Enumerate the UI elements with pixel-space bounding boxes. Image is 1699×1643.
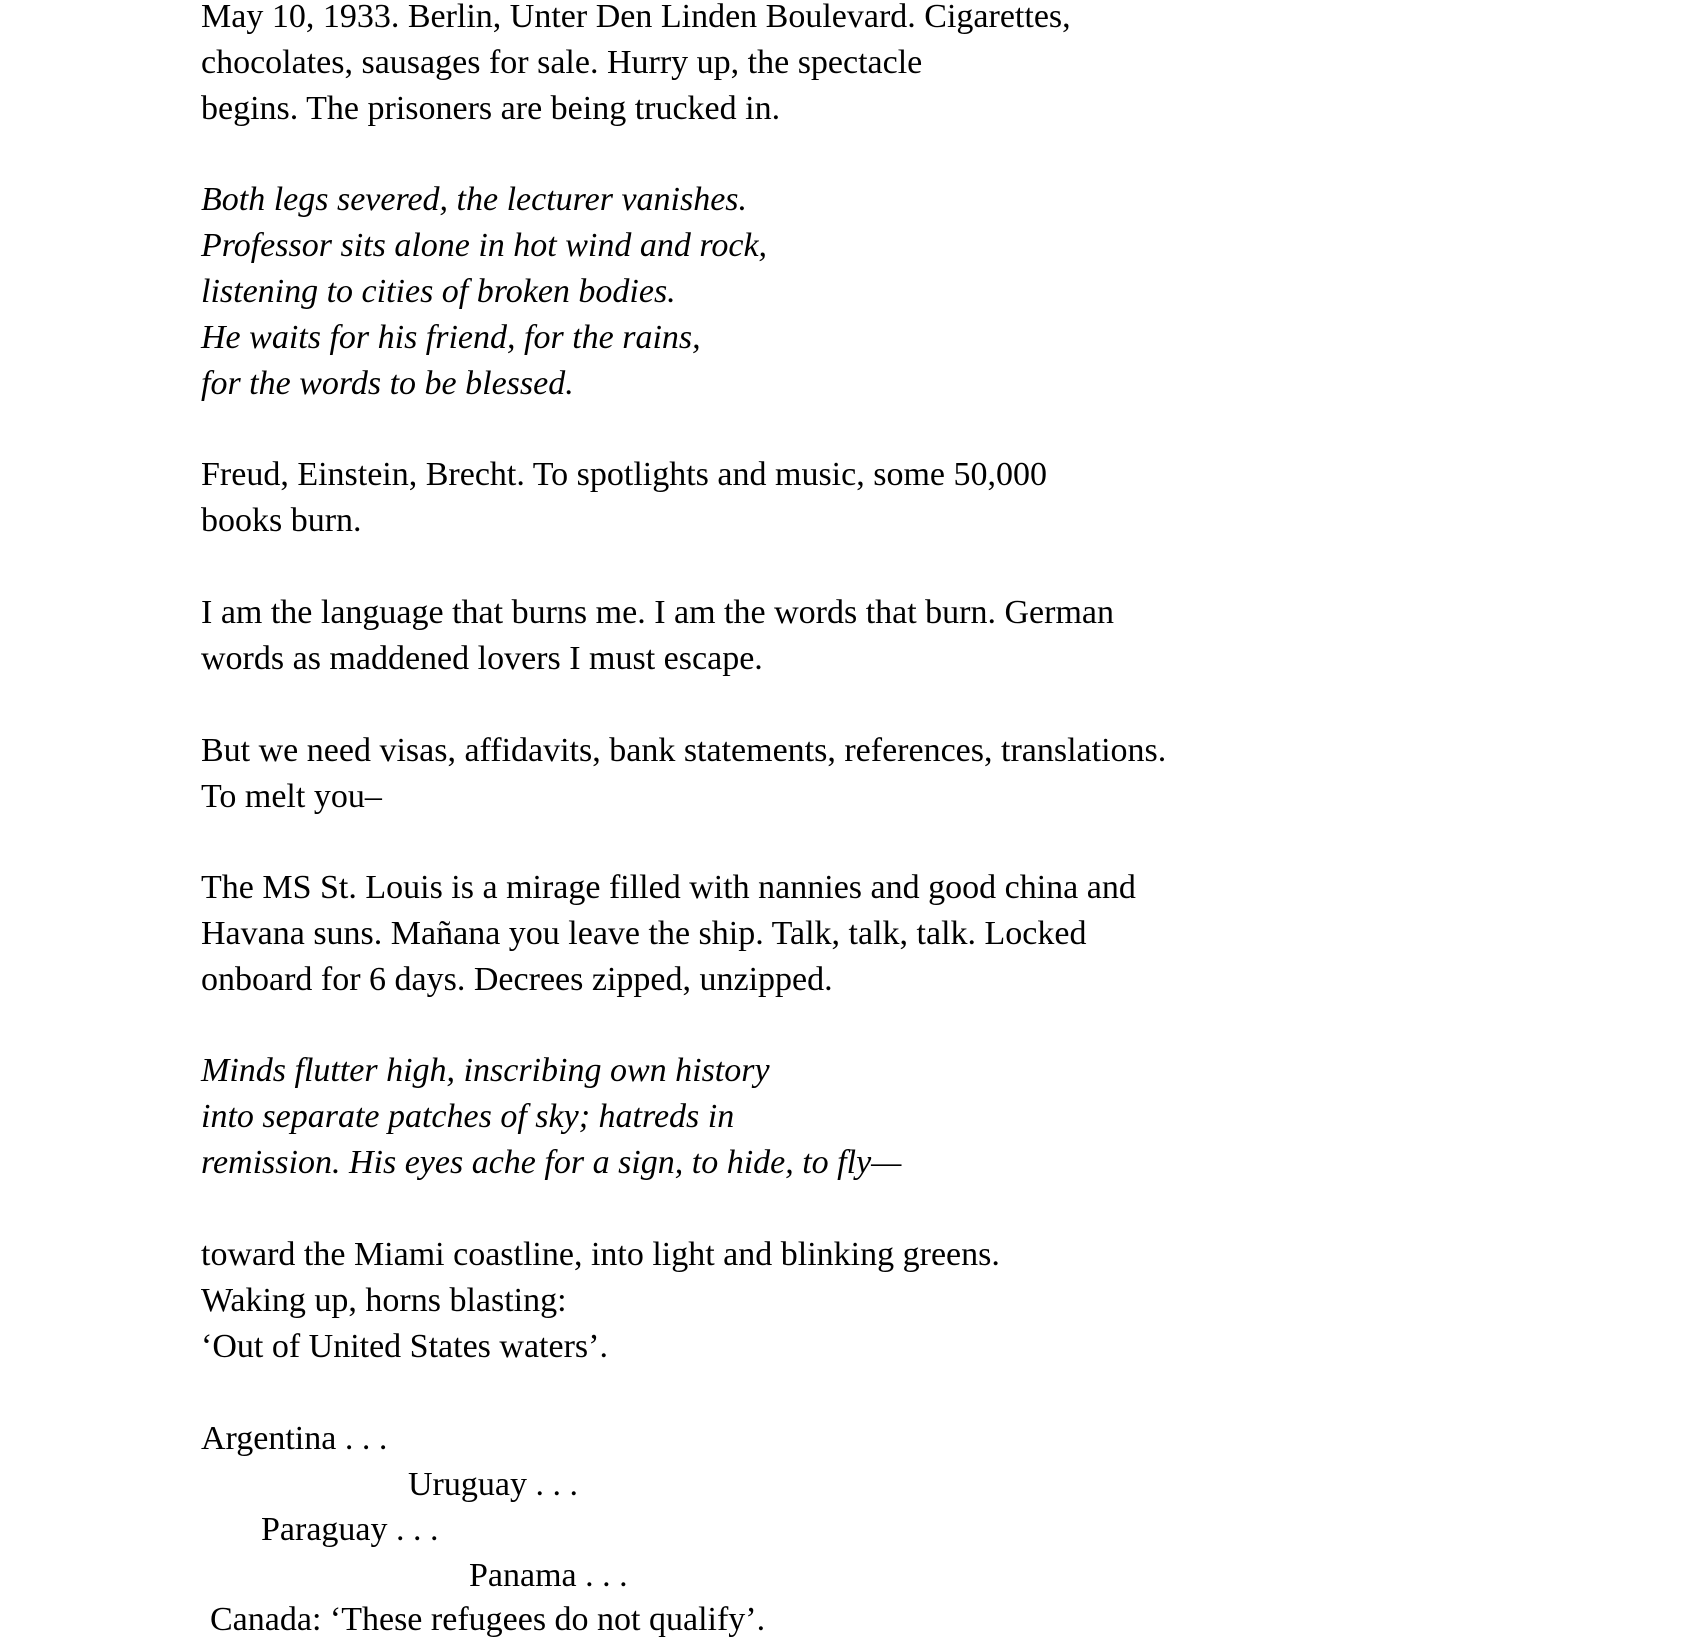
poem-line-italic: Both legs severed, the lecturer vanishes.: [201, 181, 748, 218]
poem-line: ‘Out of United States waters’.: [201, 1328, 608, 1365]
poem-line: I am the language that burns me. I am the words that burn. German: [201, 594, 1115, 631]
poem-line-italic: Minds flutter high, inscribing own history: [201, 1052, 770, 1089]
poem-line: toward the Miami coastline, into light and blinking greens.: [201, 1236, 1000, 1273]
poem-line: chocolates, sausages for sale. Hurry up, the spectacle: [201, 44, 923, 81]
poem-line: Havana suns. Mañana you leave the ship. Talk, talk, talk. Locked: [201, 915, 1087, 952]
poem-line-country: Argentina . . .: [201, 1420, 388, 1457]
poem-line: The MS St. Louis is a mirage filled with nannies and good china and: [201, 869, 1136, 906]
poem-line: Freud, Einstein, Brecht. To spotlights and music, some 50,000: [201, 456, 1047, 493]
poem-line-italic: Professor sits alone in hot wind and rock,: [201, 227, 768, 264]
poem-line-italic: He waits for his friend, for the rains,: [201, 319, 701, 356]
poem-line-italic: into separate patches of sky; hatreds in: [201, 1098, 735, 1135]
poem-line: words as maddened lovers I must escape.: [201, 640, 763, 677]
poem-line: May 10, 1933. Berlin, Unter Den Linden Boulevard. Cigarettes,: [201, 0, 1071, 35]
poem-line-country: Panama . . .: [469, 1557, 628, 1594]
poem-line: books burn.: [201, 502, 362, 539]
poem-line-country: Paraguay . . .: [261, 1511, 439, 1548]
poem-line-country: Canada: ‘These refugees do not qualify’.: [210, 1601, 766, 1638]
poem-line: begins. The prisoners are being trucked in.: [201, 90, 781, 127]
poem-line-italic: remission. His eyes ache for a sign, to hide, to fly—: [201, 1144, 902, 1181]
poem-line-italic: listening to cities of broken bodies.: [201, 273, 676, 310]
poem-line-italic: for the words to be blessed.: [201, 365, 574, 402]
poem-line: Waking up, horns blasting:: [201, 1282, 567, 1319]
poem-line: onboard for 6 days. Decrees zipped, unzipped.: [201, 961, 833, 998]
poem-line-country: Uruguay . . .: [408, 1466, 578, 1503]
poem-line: To melt you–: [201, 778, 382, 815]
poem-line: But we need visas, affidavits, bank statements, references, translations.: [201, 732, 1167, 769]
